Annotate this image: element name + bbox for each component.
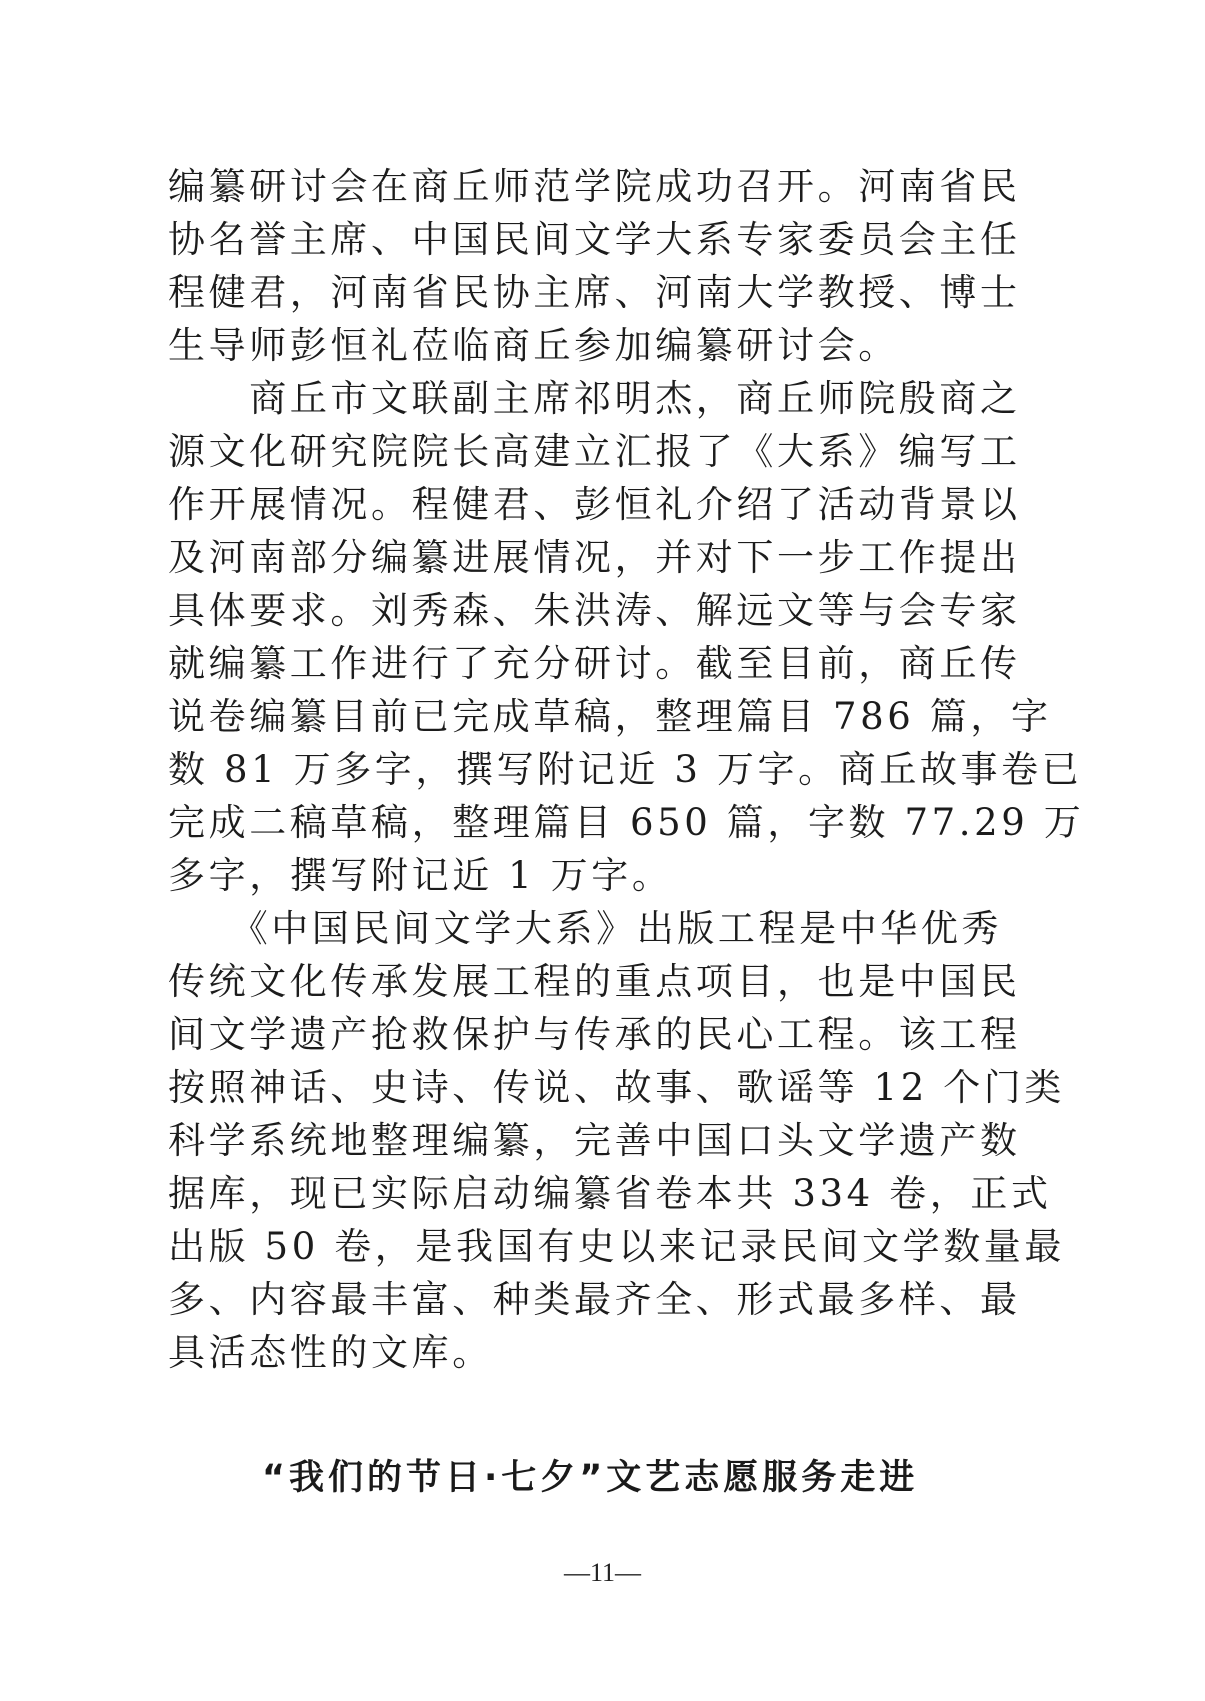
text-line: 生导师彭恒礼莅临商丘参加编纂研讨会。	[168, 324, 899, 367]
text-line: 程健君，河南省民协主席、河南大学教授、博士	[168, 271, 1021, 314]
text-line: 间文学遗产抢救保护与传承的民心工程。该工程	[168, 1013, 1021, 1056]
text-line: 按照神话、史诗、传说、故事、歌谣等 12 个门类	[168, 1066, 1066, 1109]
text-line: 多、内容最丰富、种类最齐全、形式最多样、最	[168, 1278, 1021, 1321]
text-line: 商丘市文联副主席祁明杰，商丘师院殷商之	[168, 377, 1021, 420]
text-line: 数 81 万多字，撰写附记近 3 万字。商丘故事卷已	[168, 748, 1083, 791]
section-heading: “我们的节日·七夕”文艺志愿服务走进	[262, 1458, 919, 1498]
text-line: 出版 50 卷，是我国有史以来记录民间文学数量最	[168, 1225, 1066, 1268]
text-line: 传统文化传承发展工程的重点项目，也是中国民	[168, 960, 1021, 1003]
text-line: 完成二稿草稿，整理篇目 650 篇，字数 77.29 万	[168, 801, 1085, 844]
text-line: 具活态性的文库。	[168, 1331, 493, 1374]
text-line: 具体要求。刘秀森、朱洪涛、解远文等与会专家	[168, 589, 1021, 632]
text-line: 说卷编纂目前已完成草稿，整理篇目 786 篇，字	[168, 695, 1052, 738]
text-line: 《中国民间文学大系》出版工程是中华优秀	[168, 907, 1003, 950]
text-line: 作开展情况。程健君、彭恒礼介绍了活动背景以	[168, 483, 1021, 526]
text-line: 科学系统地整理编纂，完善中国口头文学遗产数	[168, 1119, 1021, 1162]
text-line: 协名誉主席、中国民间文学大系专家委员会主任	[168, 218, 1021, 261]
text-line: 编纂研讨会在商丘师范学院成功召开。河南省民	[168, 165, 1021, 208]
text-line: 就编纂工作进行了充分研讨。截至目前，商丘传	[168, 642, 1021, 685]
page-number: —11—	[563, 1558, 642, 1587]
text-line: 据库，现已实际启动编纂省卷本共 334 卷，正式	[168, 1172, 1052, 1215]
text-line: 及河南部分编纂进展情况，并对下一步工作提出	[168, 536, 1021, 579]
text-line: 源文化研究院院长高建立汇报了《大系》编写工	[168, 430, 1021, 473]
text-line: 多字，撰写附记近 1 万字。	[168, 854, 673, 897]
